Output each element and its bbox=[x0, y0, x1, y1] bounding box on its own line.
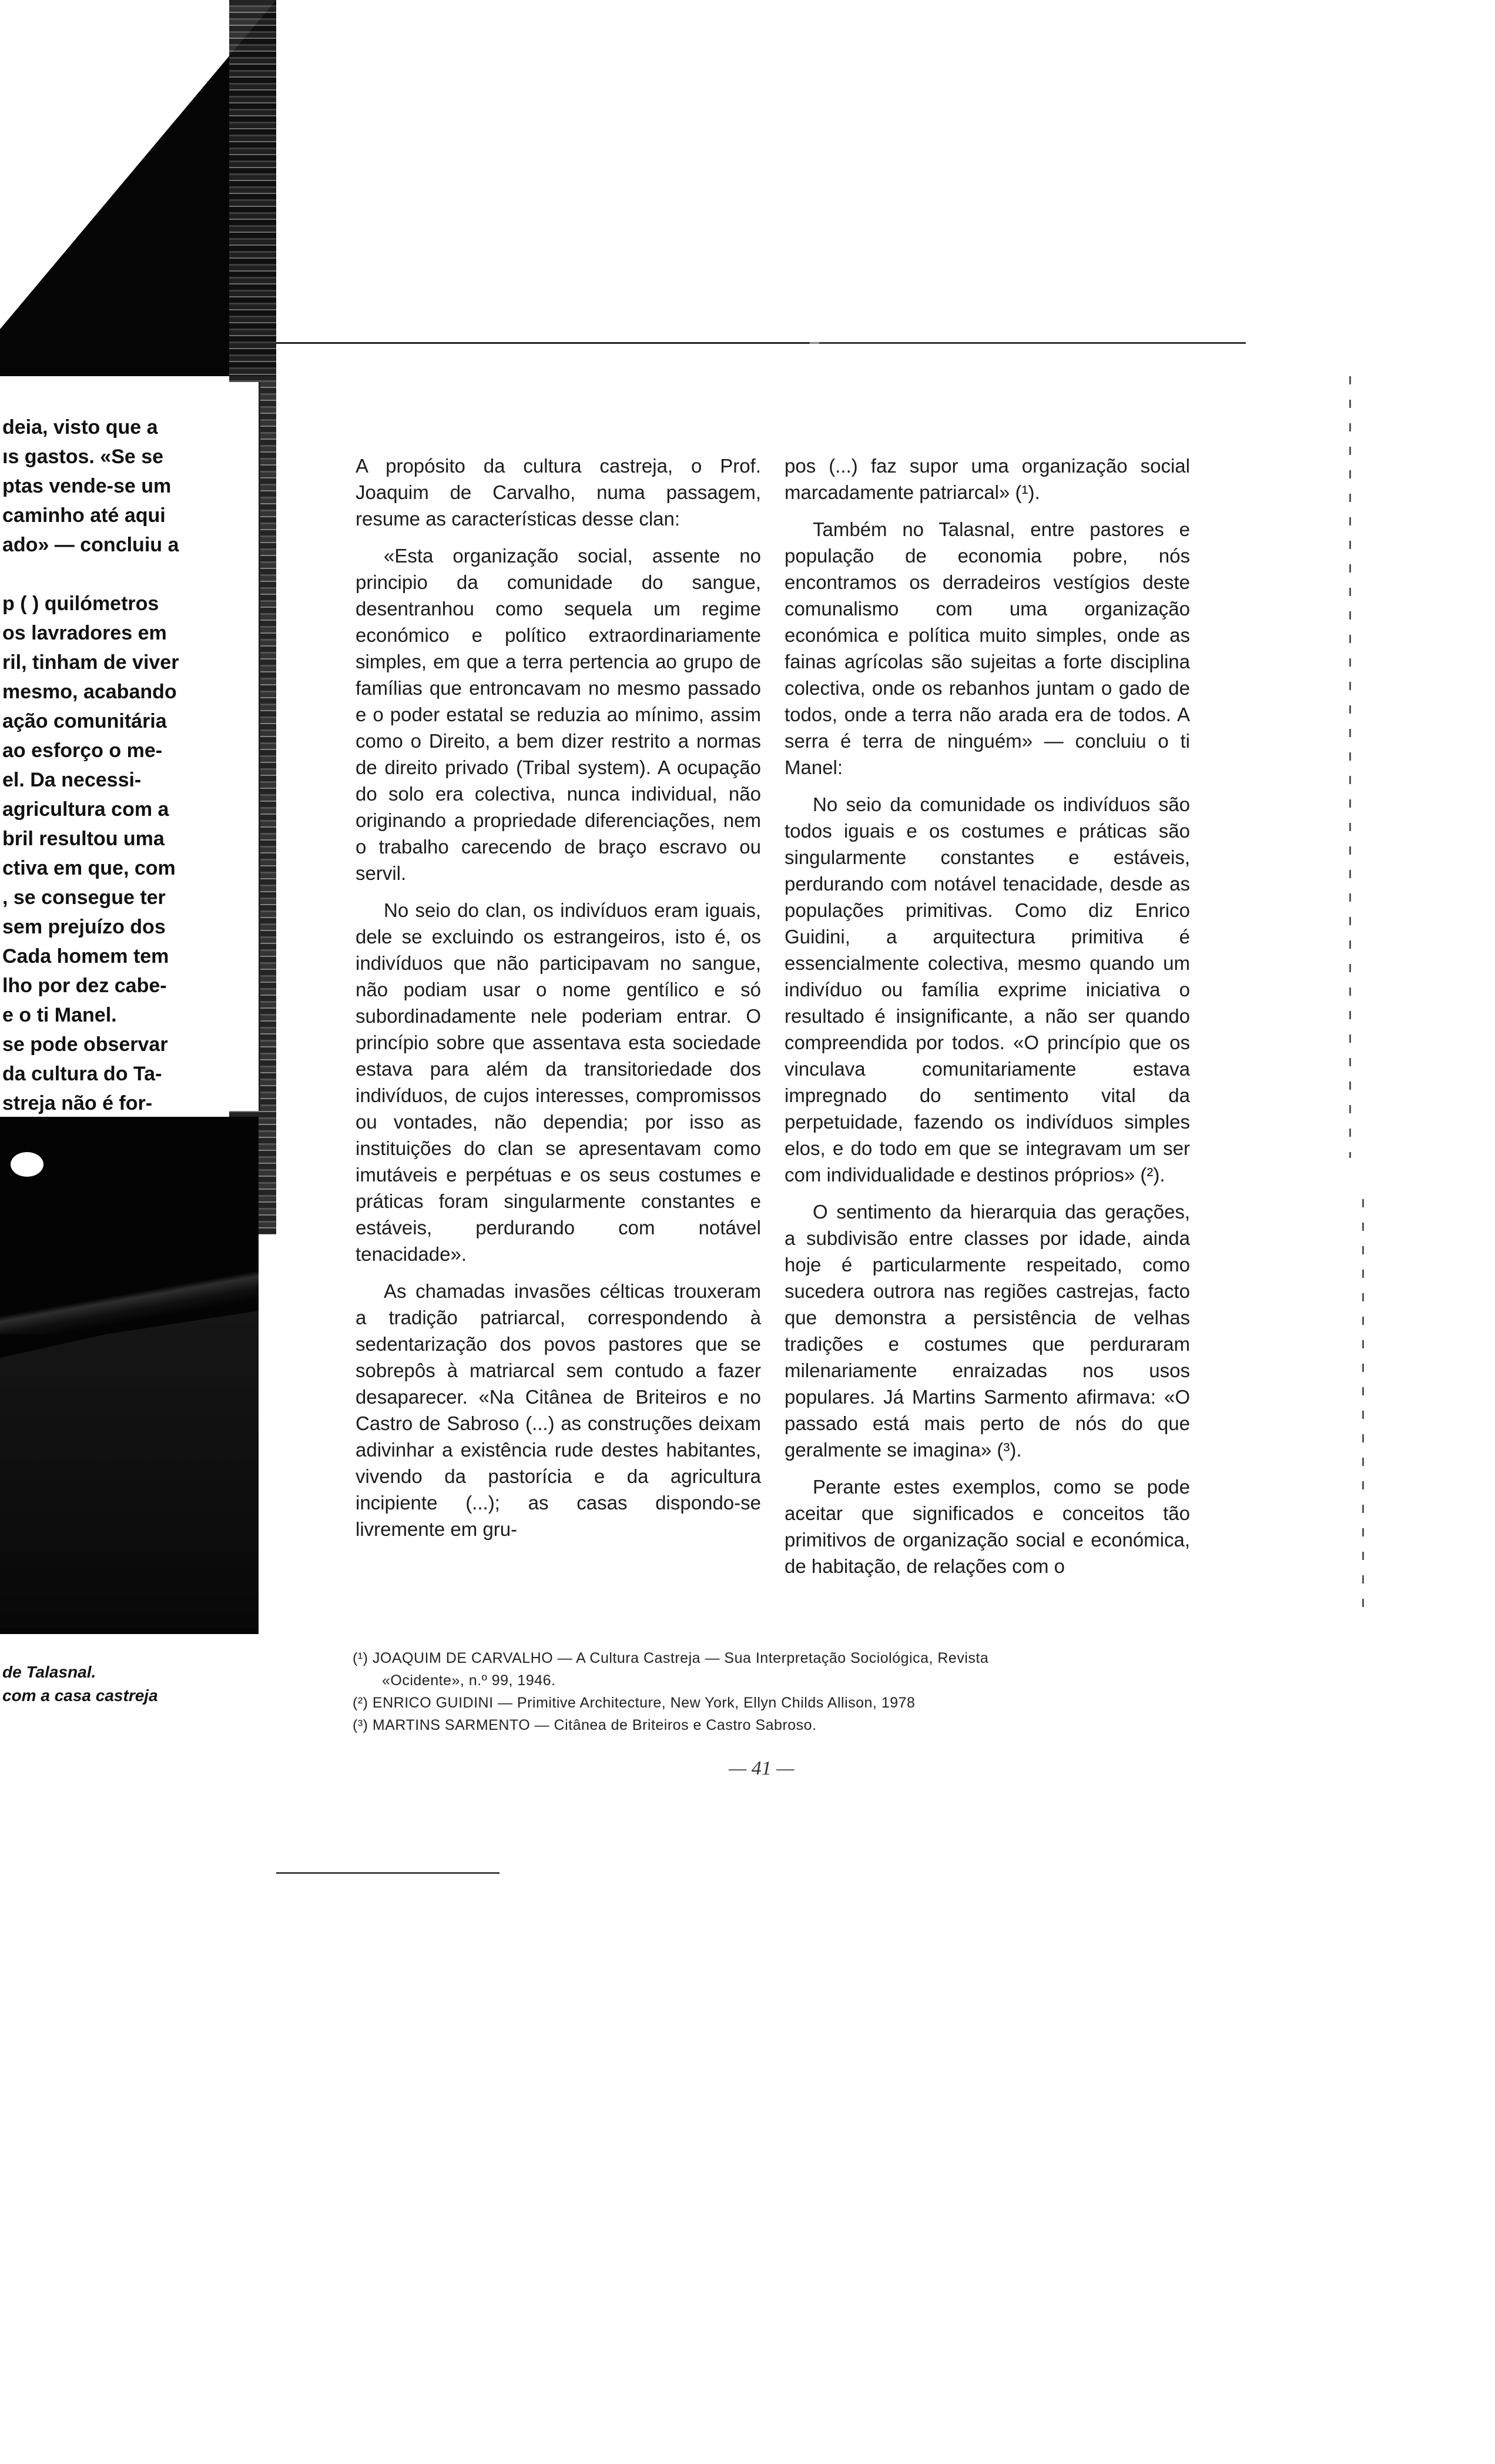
fragment-line: deia, visto que a bbox=[2, 416, 158, 438]
footnote: «Ocidente», n.º 99, 1946. bbox=[382, 1672, 556, 1689]
article-column-1 bbox=[356, 453, 761, 1553]
fragment-line: os lavradores em bbox=[2, 622, 167, 644]
photo-caption bbox=[2, 1660, 158, 1708]
fragment-line: ıs gastos. «Se se bbox=[2, 446, 164, 468]
edge-mark bbox=[1362, 1199, 1364, 1611]
fragment-line: ao esforço o me- bbox=[2, 739, 163, 762]
photo-hill bbox=[0, 1311, 259, 1628]
fragment-line: sem prejuízo dos bbox=[2, 916, 166, 938]
paragraph: «Esta organização social, assente no principio da comunidade do sangue, desentranhou como sequela um regime económico e político extraordinariamente simples, em que a terra pertencia ao grupo de famílias que entroncavam no mesmo passado e o poder estatal se reduzia ao mínimo, assim como o Direito, a bem dizer restrito a normas de direito privado (Tribal system). A ocupação do solo era colectiva, nunca individual, não originando a propriedade diferenciações, nem o trabalho carecendo de braço escravo ou servil. bbox=[356, 545, 761, 884]
fragment-line: el. Da necessi- bbox=[2, 769, 142, 791]
caption-line: com a casa castreja bbox=[2, 1686, 158, 1705]
adjacent-page-photo bbox=[0, 1117, 259, 1634]
fragment-line: ril, tinham de viver bbox=[2, 651, 179, 674]
fragment-line: ctiva em que, com bbox=[2, 857, 176, 879]
footnotes bbox=[353, 1647, 1234, 1736]
fragment-line bbox=[0, 560, 259, 589]
photo-light-spot bbox=[11, 1152, 43, 1177]
fragment-line: caminho até aqui bbox=[2, 504, 166, 527]
fragment-line: , se consegue ter bbox=[2, 886, 166, 909]
paragraph: Perante estes exemplos, como se pode aceitar que significados e conceitos tão primitivos de organização social e económica, de habitação, de relações com o bbox=[785, 1476, 1190, 1577]
footnote: (²) ENRICO GUIDINI — Primitive Architecture, New York, Ellyn Childs Allison, 1978 bbox=[353, 1695, 916, 1711]
paragraph: A propósito da cultura castreja, o Prof. Joaquim de Carvalho, numa passagem, resume as características desse clan: bbox=[356, 455, 761, 530]
paragraph: Também no Talasnal, entre pastores e população de economia pobre, nós encontramos os derradeiros vestígios deste comunalismo com uma organização económica e política muito simples, onde as fainas agrícolas são sujeitas a forte disciplina colectiva, onde os rebanhos juntam o gado de todos, onde a terra não arada era de todos. A serra é terra de ninguém» — concluiu o ti Manel: bbox=[785, 518, 1190, 778]
fragment-line: mesmo, acabando bbox=[2, 681, 177, 703]
fragment-line: agricultura com a bbox=[2, 798, 169, 821]
fragment-line: Cada homem tem bbox=[2, 945, 169, 967]
paragraph: No seio do clan, os indivíduos eram iguais, dele se excluindo os estrangeiros, isto é, os indivíduos que não participavam no sangue, não podiam usar o nome gentílico e só subordinadamente nele poderiam entrar. O princípio sobre que assentava esta sociedade estava para além da transitoriedade dos indivíduos, de cujos interesses, compromissos ou vontades, não dependia; por isso as instituições do clan se apresentavam como imutáveis e perpétuas e os seus costumes e práticas foram singularmente constantes e estáveis, perdurando com notável tenacidade». bbox=[356, 899, 761, 1265]
article-column-2 bbox=[785, 453, 1190, 1590]
edge-mark bbox=[1349, 376, 1351, 1158]
bottom-rule bbox=[276, 1872, 500, 1874]
fragment-line: se pode observar bbox=[2, 1033, 168, 1056]
adjacent-page-fragment bbox=[0, 382, 260, 1114]
fragment-line: streja não é for- bbox=[2, 1092, 153, 1114]
fragment-line: da cultura do Ta- bbox=[2, 1063, 162, 1085]
paragraph: No seio da comunidade os indivíduos são todos iguais e os costumes e práticas são singularmente constantes e estáveis, perdurando com notável tenacidade, desde as populações primitivas. Como diz Enrico Guidini, a arquitectura primitiva é essencialmente colectiva, mesmo quando um indivíduo ou família exprime iniciativa o resultado é insignificante, a não ser quando compreendida por todos. «O princípio que os vinculava comunitariamente estava impregnado do sentimento vital da perpetuidade, fazendo os indivíduos simples elos, e do todo em que se integravam um ser com individualidade e destinos próprios» (²). bbox=[785, 794, 1190, 1186]
caption-line: de Talasnal. bbox=[2, 1663, 96, 1681]
fragment-line: ado» — concluiu a bbox=[2, 534, 179, 556]
paragraph: pos (...) faz supor uma organização social marcadamente patriarcal» (¹). bbox=[785, 455, 1190, 503]
fragment-line: ptas vende-se um bbox=[2, 475, 172, 497]
paragraph: As chamadas invasões célticas trouxeram a tradição patriarcal, correspondendo à sedentarização dos povos pastores que se sobrepôs à matriarcal sem contudo a fazer desaparecer. «Na Citânea de Briteiros e no Castro de Sabroso (...) as construções deixam adivinhar a existência rude destes habitantes, vivendo da pastorícia e da agricultura incipiente (...); as casas dispondo-se livremente em gru- bbox=[356, 1280, 761, 1540]
footnote: (³) MARTINS SARMENTO — Citânea de Briteiros e Castro Sabroso. bbox=[353, 1717, 817, 1733]
top-rule bbox=[276, 342, 1246, 344]
page-number: — 41 — bbox=[729, 1757, 795, 1779]
fragment-line: ação comunitária bbox=[2, 710, 167, 732]
footnote: (¹) JOAQUIM DE CARVALHO — A Cultura Castreja — Sua Interpretação Sociológica, Revista bbox=[353, 1650, 989, 1666]
fragment-line: bril resultou uma bbox=[2, 828, 165, 850]
fragment-line: lho por dez cabe- bbox=[2, 975, 167, 997]
fragment-line: p ( ) quilómetros bbox=[2, 592, 159, 615]
paragraph: O sentimento da hierarquia das gerações, a subdivisão entre classes por idade, ainda hoje é particularmente respeitado, como sucedera outrora nas regiões castrejas, facto que demonstra a persistência de velhas tradições e costumes que perduraram milenariamente enraizadas nos usos populares. Já Martins Sarmento afirmava: «O passado está mais perto de nós do que geralmente se imagina» (³). bbox=[785, 1201, 1190, 1461]
fragment-line: e o ti Manel. bbox=[2, 1004, 117, 1026]
